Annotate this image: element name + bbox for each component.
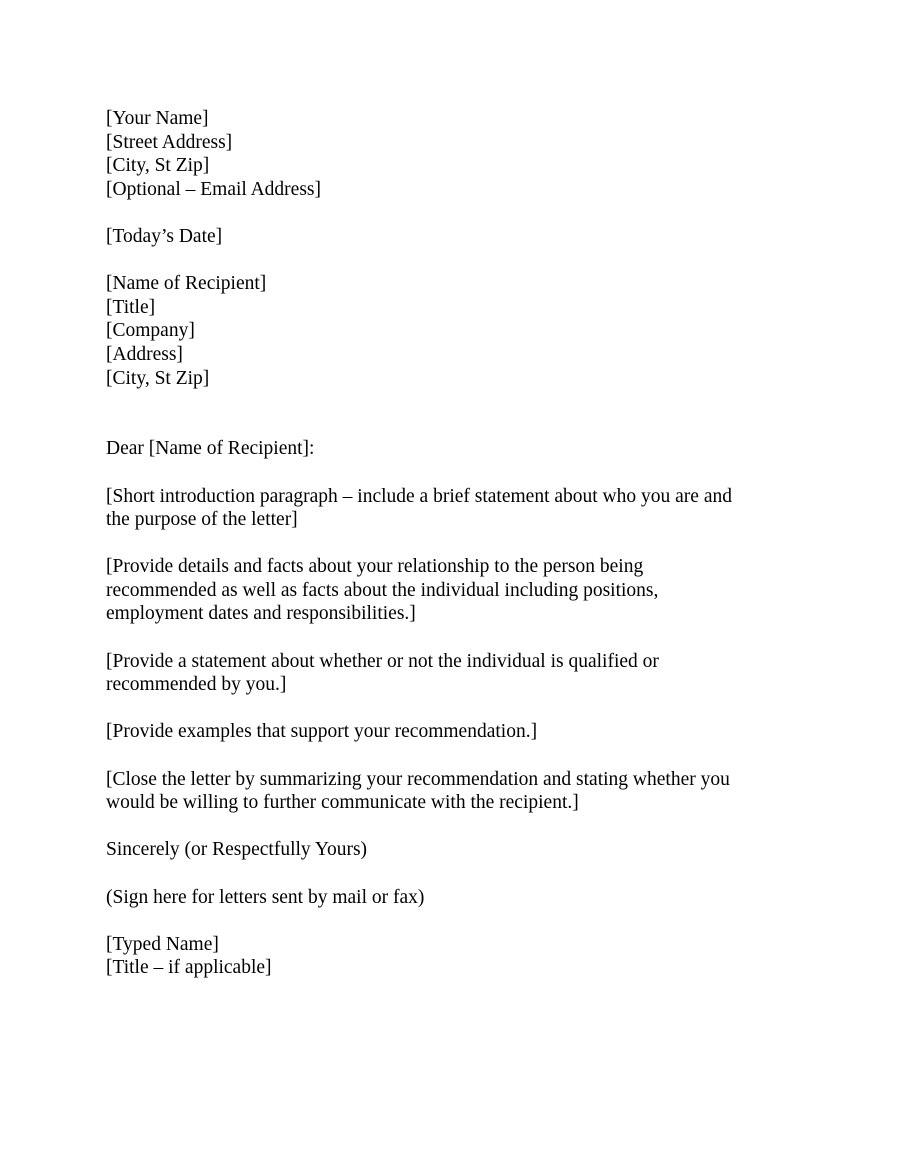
details-paragraph xyxy=(106,555,786,626)
recipient-company: [Company] xyxy=(106,320,195,342)
paragraph-line: recommended by you.] xyxy=(106,674,287,696)
paragraph-line: would be willing to further communicate with the recipient.] xyxy=(106,792,579,814)
qualification-paragraph xyxy=(106,650,786,697)
recipient-block xyxy=(106,272,786,390)
paragraph-line: [Close the letter by summarizing your recommendation and stating whether you xyxy=(106,768,730,790)
sender-email: [Optional – Email Address] xyxy=(106,178,322,200)
signer-title: [Title – if applicable] xyxy=(106,957,272,979)
sender-city: [City, St Zip] xyxy=(106,155,210,177)
signer-block xyxy=(106,933,786,980)
paragraph-line: employment dates and responsibilities.] xyxy=(106,603,416,625)
recommendation-letter xyxy=(106,107,786,980)
recipient-title: [Title] xyxy=(106,296,156,318)
intro-paragraph xyxy=(106,485,786,532)
recipient-name: [Name of Recipient] xyxy=(106,273,267,295)
paragraph-line: the purpose of the letter] xyxy=(106,509,298,531)
complimentary-close: Sincerely (or Respectfully Yours) xyxy=(106,839,368,861)
sender-street: [Street Address] xyxy=(106,131,233,153)
signature-note: (Sign here for letters sent by mail or fax) xyxy=(106,886,425,908)
recipient-city: [City, St Zip] xyxy=(106,367,210,389)
signer-typed-name: [Typed Name] xyxy=(106,933,219,955)
examples-paragraph xyxy=(106,720,786,744)
sender-name: [Your Name] xyxy=(106,108,209,129)
paragraph-line: [Short introduction paragraph – include a brief statement about who you are and xyxy=(106,485,732,507)
paragraph-line: [Provide examples that support your recommendation.] xyxy=(106,721,538,743)
recipient-address: [Address] xyxy=(106,343,183,365)
letter-date: [Today’s Date] xyxy=(106,225,223,247)
closing-paragraph xyxy=(106,768,786,815)
paragraph-line: [Provide details and facts about your relationship to the person being xyxy=(106,556,644,578)
salutation: Dear [Name of Recipient]: xyxy=(106,438,315,460)
paragraph-line: recommended as well as facts about the individual including positions, xyxy=(106,579,659,601)
paragraph-line: [Provide a statement about whether or not the individual is qualified or xyxy=(106,650,659,672)
sender-block xyxy=(106,107,786,201)
